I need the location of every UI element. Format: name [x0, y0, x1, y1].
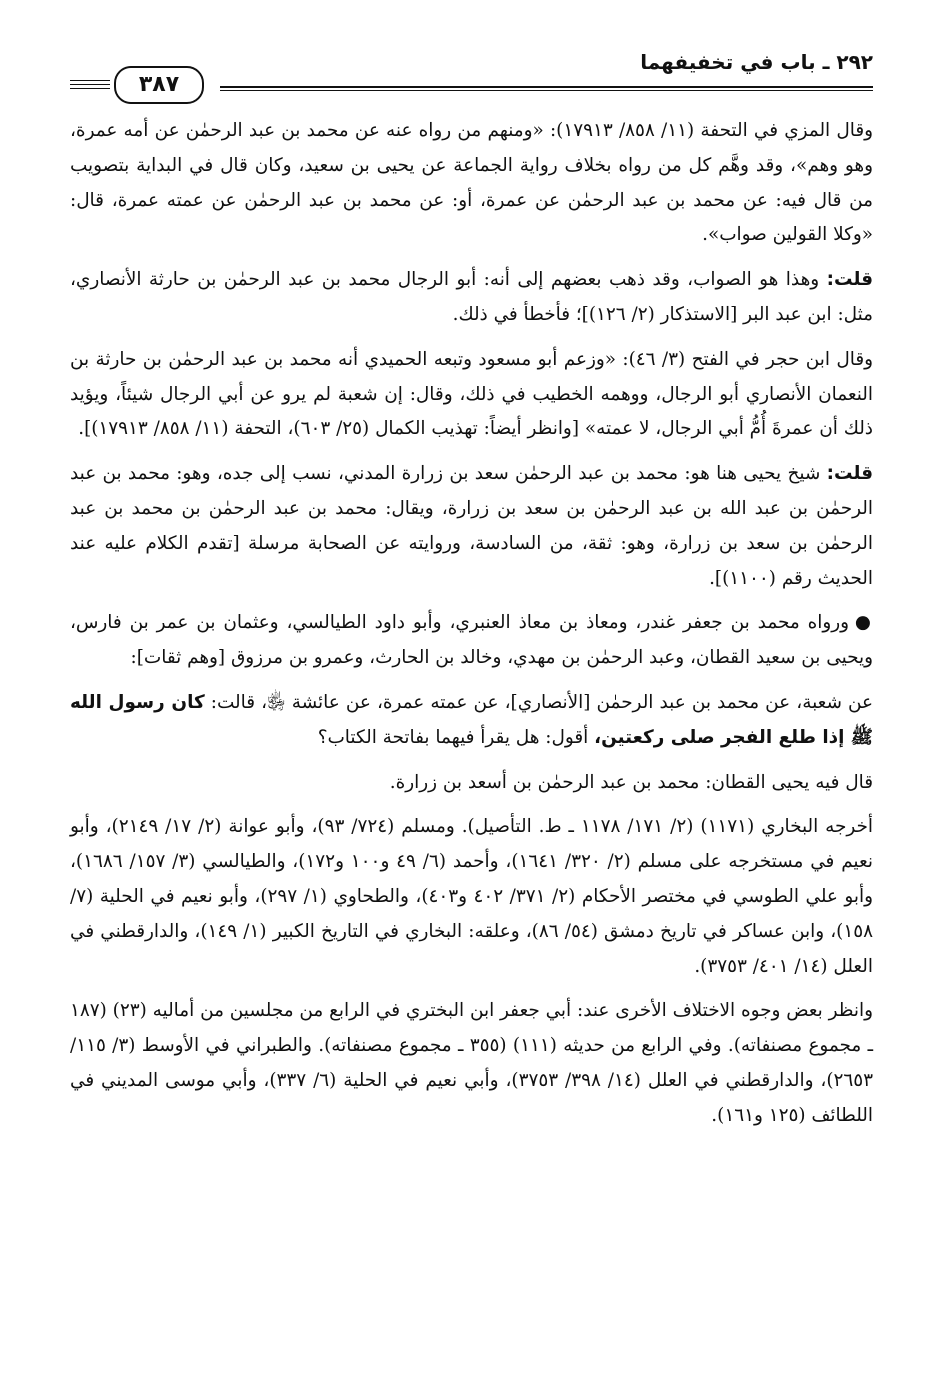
paragraph: قال فيه يحيى القطان: محمد بن عبد الرحمٰن بن أسعد بن زرارة. — [389, 771, 873, 793]
chapter-title: ٢٩٢ ـ باب في تخفيفهما — [640, 50, 873, 74]
hadith-matn: كان رسول الله ﷺ إذا طلع الفجر صلى ركعتين، — [70, 691, 873, 748]
paragraph-lead: قلت: — [826, 269, 873, 291]
paragraph: وقال المزي في التحفة (١١/ ٨٥٨/ ١٧٩١٣): «ومنهم من رواه عنه عن محمد بن عبد الرحمٰن عن أمه عمرة، وهو وهم»، وقد وهَّم كل من رواه بخلاف رواية الجماعة عن يحيى بن سعيد، وكان قال في البداية بتصويب من قال فيه: عن محمد بن عبد الرحمٰن عن عمرة، أو: عن محمد بن عبد الرحمٰن عن عمته عمرة، قال: «وكلا القولين صواب». — [70, 120, 874, 246]
bullet-icon: ● — [854, 612, 873, 634]
hadith-text: عن شعبة، عن محمد بن عبد الرحمٰن [الأنصاري]، عن عمته عمرة، عن عائشة ﵂، قالت: كان رسول الله ﷺ إذا طلع الفجر صلى ركعتين، أقول: هل يقرأ فيهما بفاتحة الكتاب؟ — [70, 691, 873, 748]
takhrij-paragraph: أخرجه البخاري (١١٧١) (٢/ ١٧١/ ١١٧٨ ـ ط. التأصيل). ومسلم (٧٢٤/ ٩٣)، وأبو عوانة (٢/ ١٧/ ٢١٤٩)، وأبو نعيم في مستخرجه على مسلم (٢/ ٣٢٠/ ١٦٤١)، وأحمد (٦/ ٤٩ و١٠٠ و١٧٢)، والطيالسي (٣/ ١٥٧/ ١٦٨٦)، وأبو علي الطوسي في مختصر الأحكام (٢/ ٣٧١/ ٤٠٢ و٤٠٣)، والطحاوي (١/ ٢٩٧)، وأبو نعيم في الحلية (٧/ ١٥٨)، وابن عساكر في تاريخ دمشق (٥٤/ ٨٦)، وعلقه: البخاري في التاريخ الكبير (١/ ١٤٩)، والدارقطني في العلل (١٤/ ٤٠١/ ٣٧٥٣). — [70, 816, 874, 977]
paragraph: ● ورواه محمد بن جعفر غندر، ومعاذ بن معاذ العنبري، وأبو داود الطيالسي، وعثمان بن عمر بن فارس، ويحيى بن سعيد القطان، وعبد الرحمٰن بن مهدي، وخالد بن الحارث، وعمرو بن مرزوق [وهم ثقات]: — [70, 612, 873, 669]
header-rule-thin — [220, 90, 873, 91]
page-body — [70, 114, 873, 1134]
paragraph-lead: قلت: — [826, 463, 873, 485]
paragraph: قلت: شيخ يحيى هنا هو: محمد بن عبد الرحمٰن سعد بن زرارة المدني، نسب إلى جده، وهو: محمد بن عبد الرحمٰن بن عبد الله بن عبد الرحمٰن بن سعد بن زرارة، ويقال: محمد بن عبد الرحمٰن بن محمد بن عبد الرحمٰن بن سعد بن زرارة، وهو: ثقة، من السادسة، وروايته عن الصحابة مرسلة [تقدم الكلام عليه عند الحديث رقم (١١٠٠)]. — [70, 463, 873, 589]
paragraph: وانظر بعض وجوه الاختلاف الأخرى عند: أبي جعفر ابن البختري في الرابع من مجلسين من أماليه (٢٣) (١٨٧ ـ مجموع مصنفاته). وفي الرابع من حديثه (١١١) (٣٥٥ ـ مجموع مصنفاته). والطبراني في الأوسط (٣/ ١١٥/ ٢٦٥٣)، والدارقطني في العلل (١٤/ ٣٩٨/ ٣٧٥٣)، وأبي نعيم في الحلية (٦/ ٣٣٧)، وأبي موسى المديني في اللطائف (١٢٥ و١٦١). — [70, 1000, 874, 1126]
page-header — [70, 40, 873, 98]
book-page — [70, 40, 873, 1337]
paragraph: وقال ابن حجر في الفتح (٣/ ٤٦): «وزعم أبو مسعود وتبعه الحميدي أنه محمد بن عبد الرحمٰن بن حارثة بن النعمان الأنصاري أبو الرجال، ووهمه الخطيب في ذلك، وقال: إن شعبة لم يرو عن أبي الرجال شيئاً، ويؤيد ذلك أن عمرةَ أُمُّ أبي الرجال، لا عمته» [وانظر أيضاً: تهذيب الكمال (٢٥/ ٦٠٣)، التحفة (١١/ ٨٥٨/ ١٧٩١٣)]. — [70, 348, 873, 440]
paragraph: قلت: وهذا هو الصواب، وقد ذهب بعضهم إلى أنه: أبو الرجال محمد بن عبد الرحمٰن بن حارثة الأنصاري، مثل: ابن عبد البر [الاستذكار (٢/ ١٢٦)]؛ فأخطأ في ذلك. — [70, 269, 873, 325]
page-number-ornament — [70, 64, 218, 104]
header-rule — [220, 86, 873, 88]
page-number: ٣٨٧ — [114, 66, 204, 104]
